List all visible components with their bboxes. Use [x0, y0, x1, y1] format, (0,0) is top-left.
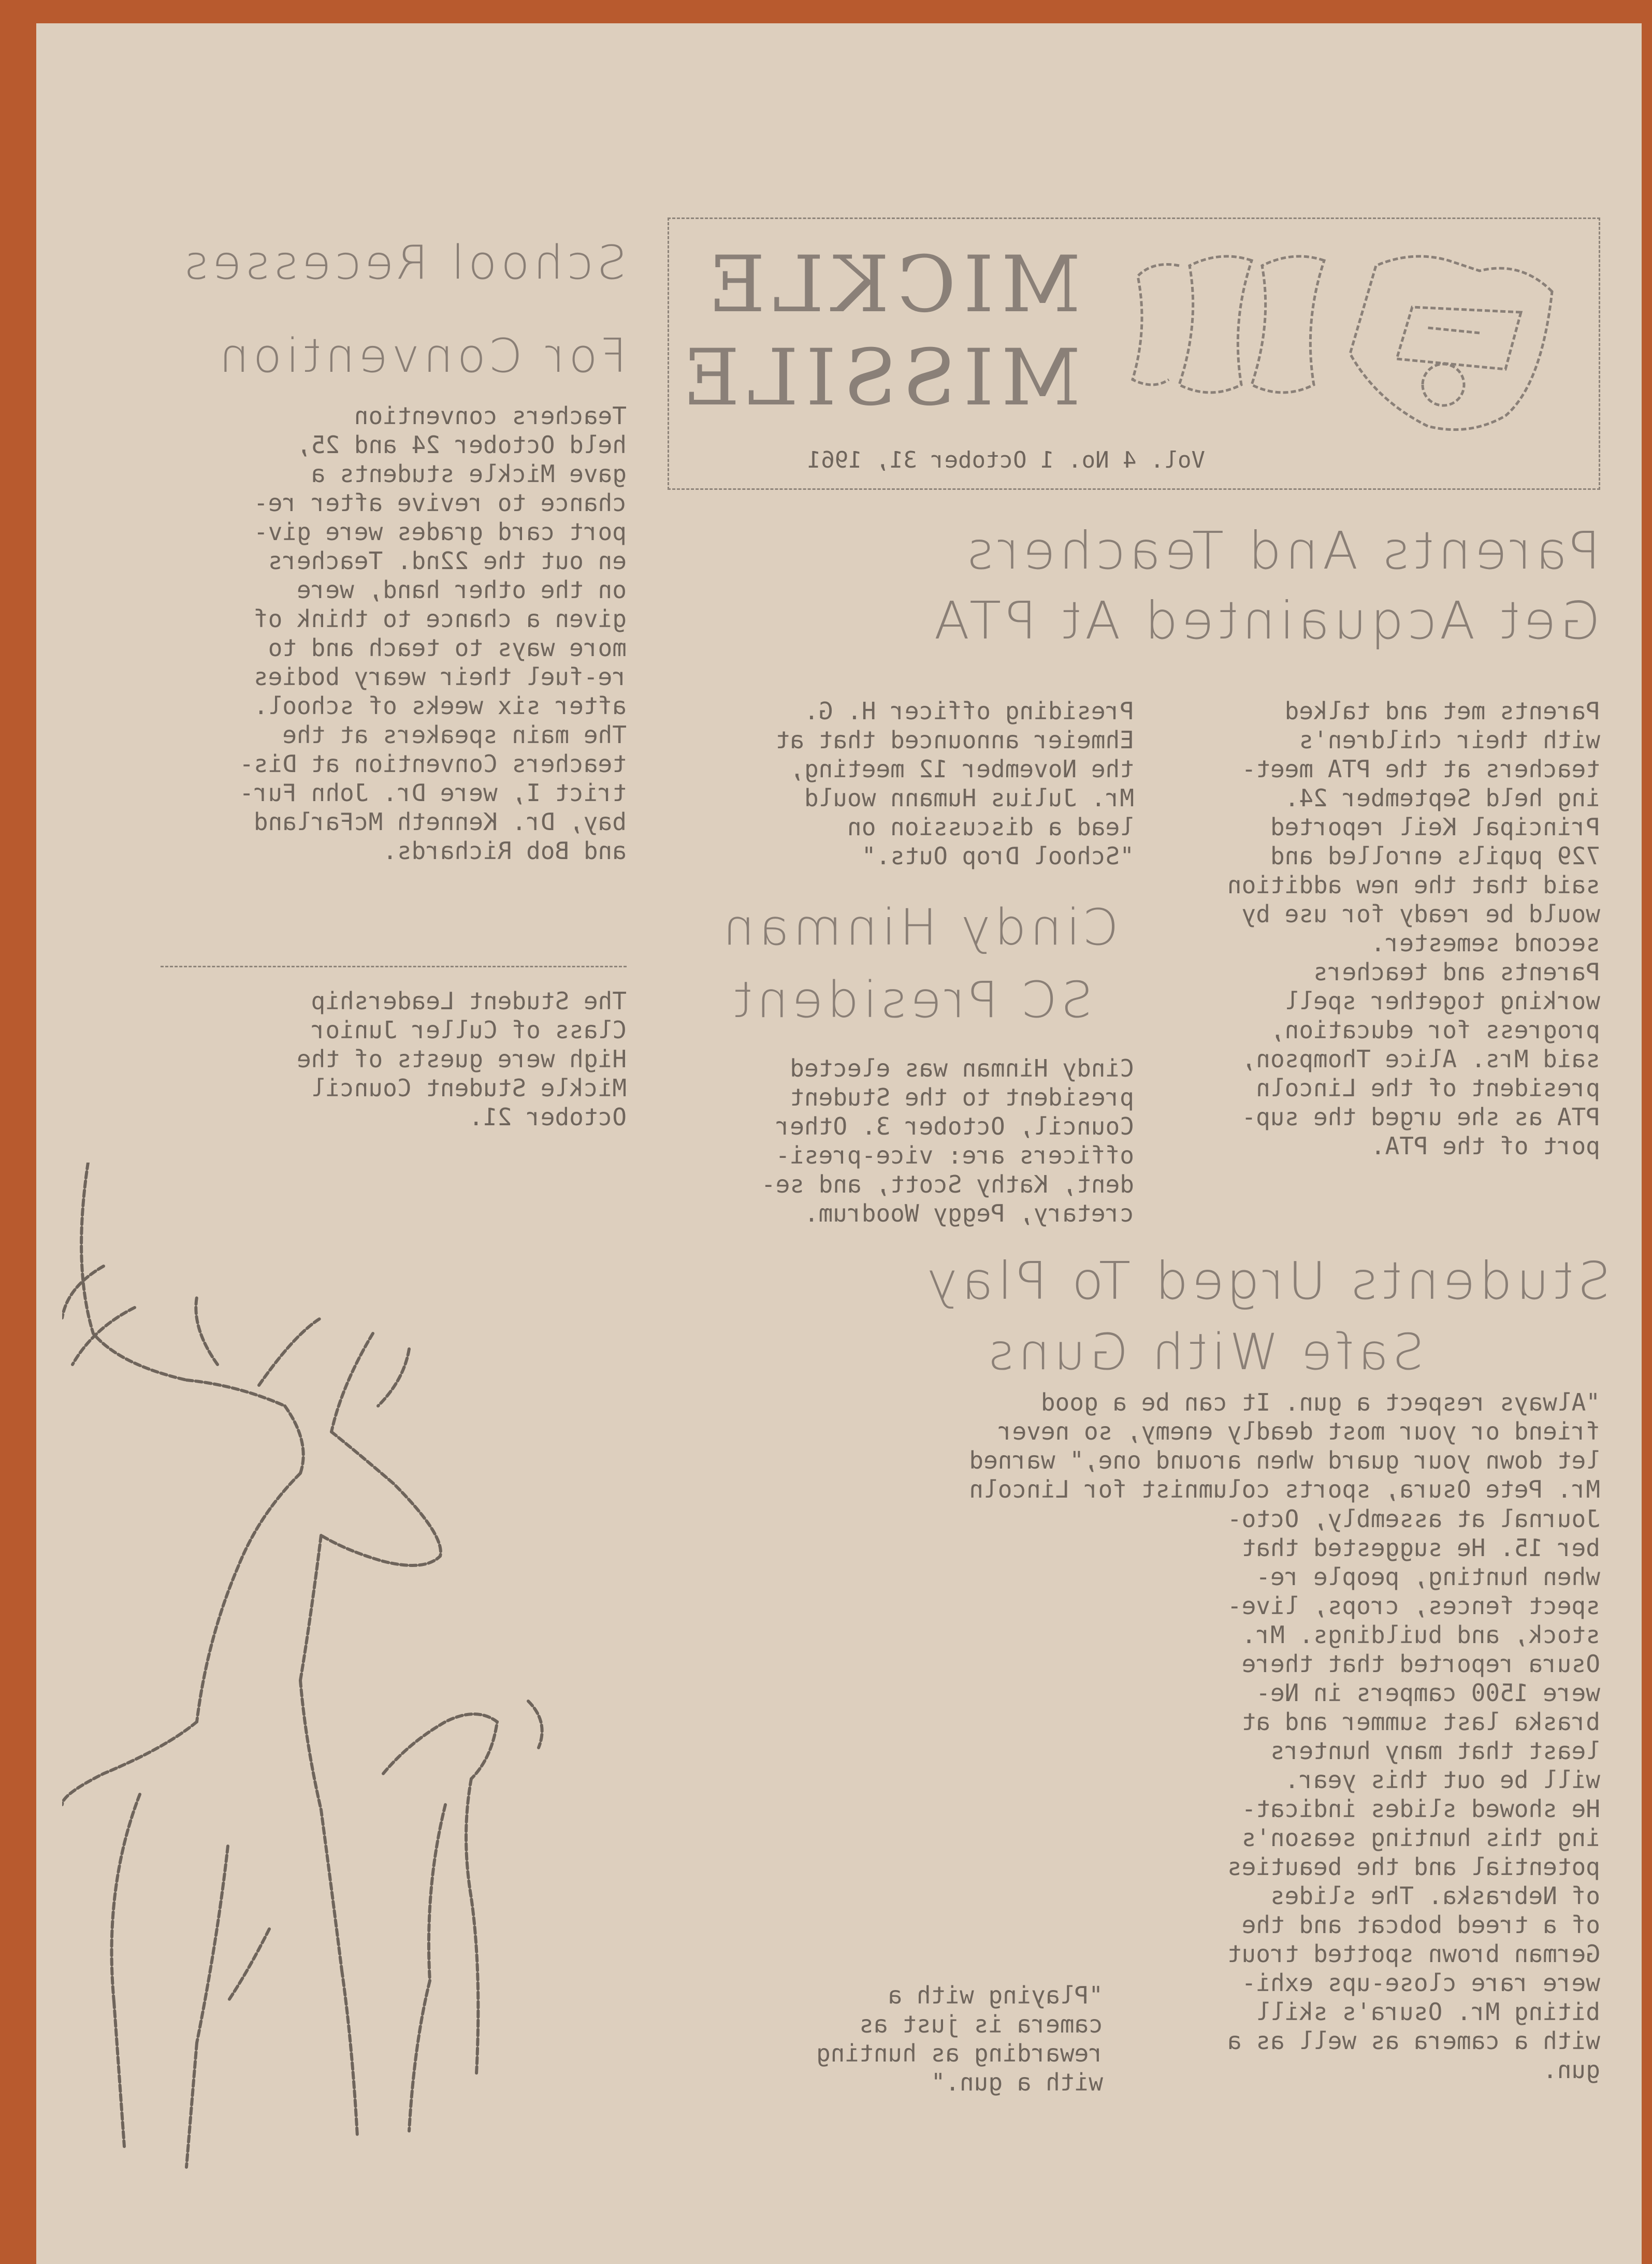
- masthead-emblem-icon: [1117, 229, 1583, 457]
- deer-drawing-icon: [62, 1163, 1046, 2198]
- mirrored-print: [36, 23, 1642, 2264]
- sc-headline-line2: SC President: [729, 971, 1093, 1029]
- guns-headline-line1: Students Urged To Play: [922, 1251, 1611, 1311]
- pta-headline-line2: Get Acquainted At PTA: [930, 590, 1600, 651]
- sc-article-body: Cindy Hinman was elected president to the Student Council, October 3. Other officers are: vice-presi- dent, Kathy Scott, and se- cretary, Peggy Woodrum.: [761, 1054, 1134, 1227]
- masthead: [668, 217, 1600, 490]
- volume-line: Vol. 4 No. 1 October 31, 1961: [807, 447, 1205, 473]
- masthead-title-line1: MICKLE: [701, 240, 1081, 330]
- recess-divider: [161, 966, 627, 967]
- pta-column-2: Presiding officer H. G. Ehmeier announced that at the November 12 meeting, Mr. Julius Humann would lead a discussion on "School Drop Outs.": [775, 697, 1134, 870]
- photo-caption: "Playing with a camera is just as rewarding as hunting with a gun.": [816, 1981, 1103, 2096]
- recess-headline-line1: School Recesses: [180, 236, 627, 290]
- pta-column-1: Parents met and talked with their children's teachers at the PTA meet- ing held September 24. Principal Keil reported 729 pupils enrolled and said that the new addition would be ready for use by second semester. Parents and teachers working together spell progress for education, said Mrs. Alice Thompson, president of the Lincoln PTA as she urged the sup- port of the PTA.: [1227, 697, 1600, 1160]
- masthead-title-line2: MISSILE: [675, 333, 1081, 423]
- recess-brief: The Student Leadership Class of Culler Junior High were guests of the Mickle Student Council October 21.: [297, 987, 627, 1131]
- recess-headline-line2: For Convention: [215, 329, 627, 383]
- guns-article-body-wide: "Always respect a gun. It can be a good friend or your most deadly enemy, so never let down your guard when around one," warned Mr. Pete Osura, sports columnist for Lincoln: [969, 1388, 1600, 1503]
- pta-headline-line1: Parents And Teachers: [962, 520, 1600, 581]
- guns-headline-line2: Safe With Guns: [984, 1323, 1424, 1381]
- sc-headline-line1: Cindy Hinman: [719, 898, 1119, 956]
- guns-article-body-narrow: Journal at assembly, Octo- ber 15. He suggested that when hunting, people re- spect fences, crops, live- stock, and buildings. Mr. Osura reported that there were 1500 campers in Ne- braska last summer and at least that many hunters will be out this year. He showed slides indicat- ing this hunting season's potential and the beauties of Nebraska. The slides of a treed bobcat and the German brown spotted trout were rare close-ups exhi- biting Mr. Osura's skill with a camera as well as a gun.: [1227, 1505, 1600, 2084]
- newspaper-sheet: [36, 23, 1642, 2264]
- recess-article-body: Teachers convention held October 24 and 25, gave Mickle students a chance to revive after re- port card grades were giv- en out the 22nd. Teachers on the other hand, were given a chance to think of more ways to teach and to re-fuel their weary bodies after six weeks of school. The main speakers at the teachers Convention at Dis- trict I, were Dr. John Fur- bay, Dr. Kenneth McFarland and Bob Richards.: [239, 402, 627, 865]
